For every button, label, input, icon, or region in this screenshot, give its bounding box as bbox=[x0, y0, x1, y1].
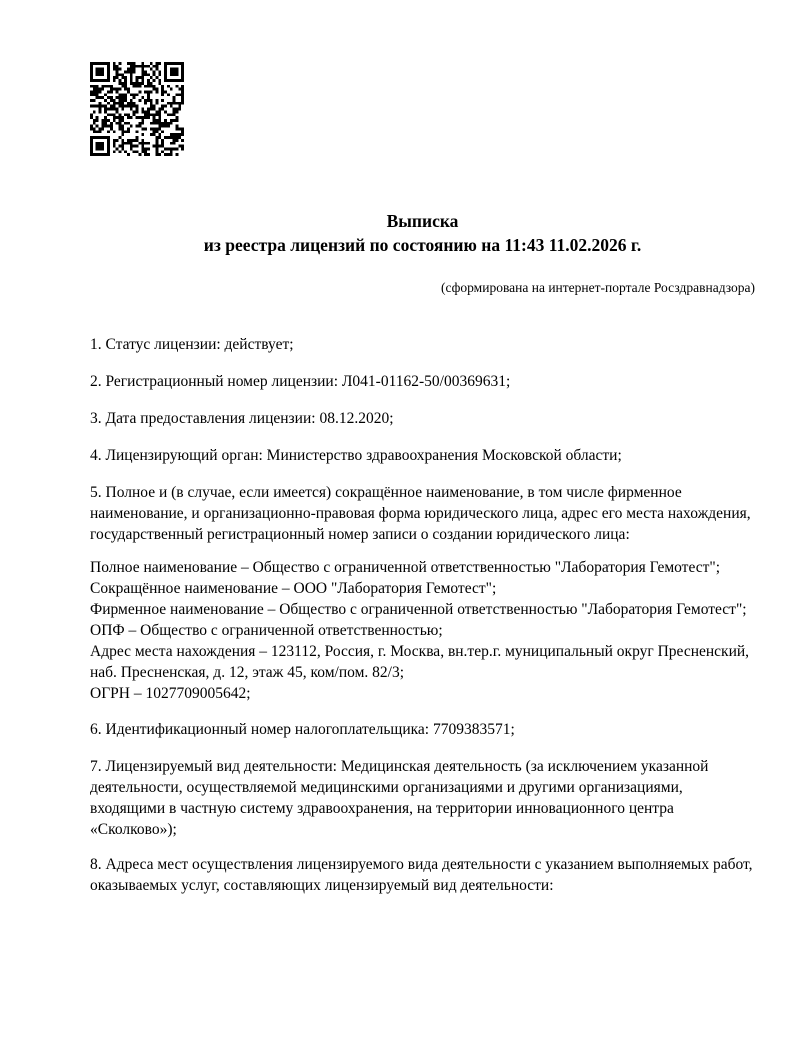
company-address: Адрес места нахождения – 123112, Россия, г. Москва, вн.тер.г. муниципальный округ Пресненский, наб. Пресненская, д. 12, этаж 45, ком/пом. 82/3; bbox=[90, 643, 750, 681]
title-line-1: Выписка bbox=[386, 211, 459, 231]
license-status-paragraph: 1. Статус лицензии: действует; bbox=[90, 336, 294, 353]
licensed-activity-paragraph: 7. Лицензируемый вид деятельности: Медицинская деятельность (за исключением указанной деятельности, осуществляемой медицинскими организациями и другими организациями, входящими в частную систему здравоохранения, на территории инновационного центра «Сколково»); bbox=[90, 758, 709, 838]
company-short-name: Сокращённое наименование – ООО "Лаборатория Гемотест"; bbox=[90, 580, 497, 597]
title-line-2: из реестра лицензий по состоянию на 11:43 11.02.2026 г. bbox=[203, 235, 642, 255]
company-opf: ОПФ – Общество с ограниченной ответственностью; bbox=[90, 622, 443, 639]
registration-number-paragraph: 2. Регистрационный номер лицензии: Л041-01162-50/00369631; bbox=[90, 373, 511, 390]
company-ogrn: ОГРН – 1027709005642; bbox=[90, 685, 251, 702]
document-content bbox=[90, 0, 755, 896]
grant-date-paragraph: 3. Дата предоставления лицензии: 08.12.2020; bbox=[90, 410, 394, 427]
activity-addresses-paragraph: 8. Адреса мест осуществления лицензируемого вида деятельности с указанием выполняемых работ, оказываемых услуг, составляющих лицензируемый вид деятельности: bbox=[90, 856, 753, 894]
company-brand-name: Фирменное наименование – Общество с ограниченной ответственностью "Лаборатория Гемотест"; bbox=[90, 601, 747, 618]
generated-note: (сформирована на интернет-портале Росздравнадзора) bbox=[440, 280, 755, 295]
licensing-authority-paragraph: 4. Лицензирующий орган: Министерство здравоохранения Московской области; bbox=[90, 447, 622, 464]
company-info-heading-paragraph: 5. Полное и (в случае, если имеется) сокращённое наименование, в том числе фирменное наименование, и организационно-правовая форма юридического лица, адрес его места нахождения, государственный регистрационный номер записи о создании юридического лица: bbox=[90, 484, 751, 543]
taxpayer-id-paragraph: 6. Идентификационный номер налогоплательщика: 7709383571; bbox=[90, 721, 515, 738]
company-details-block bbox=[90, 557, 755, 704]
company-full-name: Полное наименование – Общество с ограниченной ответственностью "Лаборатория Гемотест"; bbox=[90, 559, 721, 576]
document-title bbox=[90, 0, 755, 257]
